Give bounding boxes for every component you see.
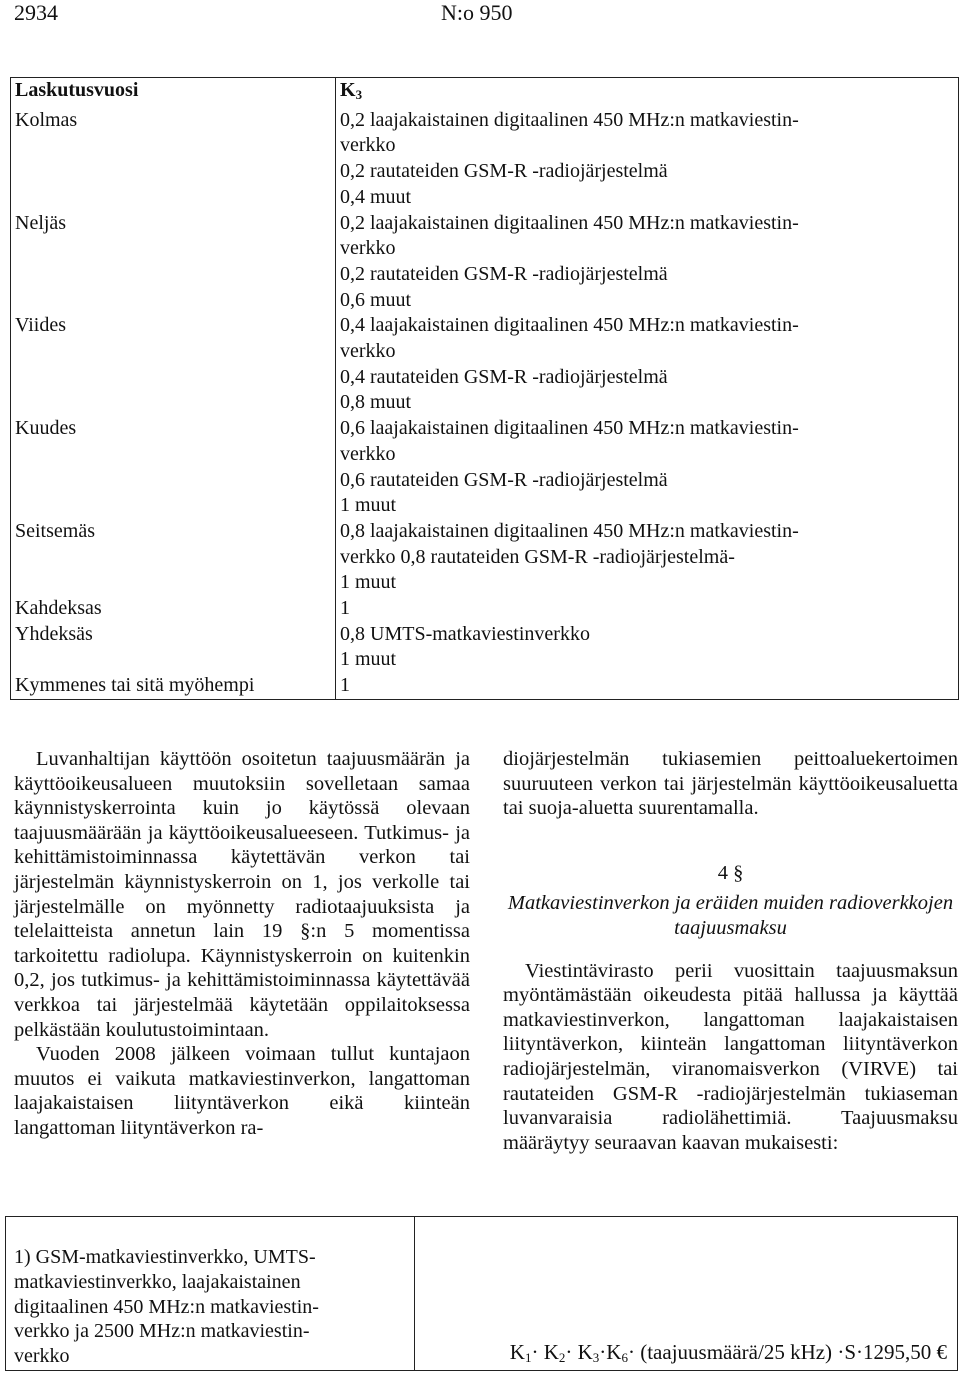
k3-cell	[336, 313, 959, 416]
k3-line: 1 muut	[340, 648, 397, 671]
table-row	[11, 673, 959, 699]
k3-line: 0,2 rautateiden GSM-R -radiojärjestelmä	[340, 160, 668, 183]
page-number: 2934	[14, 0, 58, 25]
left-paragraph-2: Vuoden 2008 jälkeen voimaan tullut kuntajaon muutos ei vaikuta matkaviestinverkon, langattoman laajakaistaisen liityntäverkon eikä kiinteän langattoman liityntäverkon ra-	[14, 1043, 470, 1139]
table-row	[11, 211, 959, 314]
formula-dot: ·	[837, 1340, 845, 1364]
section-number: 4 §	[717, 861, 744, 884]
year-cell: Kolmas	[11, 108, 336, 211]
header-k3	[336, 78, 959, 108]
fee-formula	[510, 1340, 947, 1366]
formula-dot: ·	[856, 1340, 863, 1364]
footnote-line: 1) GSM-matkaviestinverkko, UMTS-	[14, 1246, 316, 1268]
right-column	[503, 747, 958, 1155]
journal-number: N:o 950	[441, 0, 513, 25]
k3-line: 0,4 laajakaistainen digitaalinen 450 MHz:n matkaviestin-	[340, 314, 799, 337]
table-row	[11, 108, 959, 211]
k3-line: 0,2 laajakaistainen digitaalinen 450 MHz:n matkaviestin-	[340, 211, 799, 234]
section-title: Matkaviestinverkon ja eräiden muiden radioverkkojen taajuusmaksu	[507, 892, 954, 939]
k3-line: 0,8 UMTS-matkaviestinverkko	[340, 622, 590, 645]
k3-line: verkko	[340, 237, 396, 260]
k3-line: 0,8 laajakaistainen digitaalinen 450 MHz:n matkaviestin-	[340, 519, 799, 542]
table-row	[11, 596, 959, 622]
k3-line: verkko	[340, 442, 396, 465]
formula-k1: K	[509, 1340, 525, 1364]
k3-cell	[336, 596, 959, 622]
year-cell: Kahdeksas	[11, 596, 336, 622]
formula-dot: ·	[627, 1340, 635, 1364]
header-year: Laskutusvuosi	[11, 78, 336, 108]
k3-cell	[336, 673, 959, 699]
left-column	[14, 747, 470, 1141]
formula-amount: 1295,50 €	[863, 1340, 947, 1364]
formula-k6-sub: 6	[621, 1350, 628, 1365]
footnote-line: matkaviestinverkko, laajakaistainen	[14, 1270, 301, 1293]
k3-line: 0,2 rautateiden GSM-R -radiojärjestelmä	[340, 262, 668, 285]
footnote-line: verkko ja 2500 MHz:n matkaviestin-	[14, 1320, 310, 1343]
header-k3-sub: 3	[355, 87, 363, 102]
right-paragraph-2: Viestintävirasto perii vuosittain taajuusmaksun myöntämästään oikeudesta pitää hallussa ja käyttää matkaviestinverkon, langattoman laajakaistaisen liityntäverkon, kiinteän langattoman liityntäverkon radiojärjestelmän, viranomaisverkon (VIRVE) tai rautateiden GSM-R -radiojärjestelmän tukiaseman luvanvaraisia radiolähettimiä. Taajuusmaksu määräytyy seuraavan kaavan mukaisesti:	[503, 959, 958, 1154]
k3-line: verkko	[340, 340, 396, 363]
k3-cell	[336, 108, 959, 211]
k3-cell	[336, 211, 959, 314]
formula-k2-sub: 2	[558, 1350, 566, 1365]
formula-k1-sub: 1	[524, 1350, 532, 1365]
k3-line: 0,6 laajakaistainen digitaalinen 450 MHz:n matkaviestin-	[340, 417, 799, 440]
formula-k3-sub: 3	[592, 1350, 600, 1365]
table-row	[11, 519, 959, 596]
k3-line: verkko	[340, 134, 396, 157]
k3-line: 1	[340, 674, 350, 697]
k3-line: 0,6 rautateiden GSM-R -radiojärjestelmä	[340, 468, 668, 491]
formula-dot: ·	[599, 1340, 607, 1364]
k3-cell	[336, 416, 959, 519]
header-k3-main: K	[340, 79, 356, 101]
year-cell: Kymmenes tai sitä myöhempi	[11, 673, 336, 699]
footnote-line: digitaalinen 450 MHz:n matkaviestin-	[14, 1295, 319, 1318]
formula-k2: K	[543, 1340, 559, 1364]
k3-line: verkko 0,8 rautateiden GSM-R -radiojärjestelmä-	[340, 545, 735, 568]
left-paragraph-1: Luvanhaltijan käyttöön osoitetun taajuusmäärän ja käyttöoikeusalueen muutoksiin sovelletaan samaa käynnistyskerrointa kuin jo käytössä olevaan taajuusmäärään ja käyttöoikeusalueeseen. Tutkimus- ja kehittämistoiminnassa käytettävän verkon tai järjestelmän käynnistyskerroin on 1, jos verkolle tai järjestelmälle on myönnetty radiotaajuuksista ja telelaitteista annetun lain 19 §:n 5 momentissa tarkoitettu radiolupa. Käynnistyskerroin on kuitenkin 0,2, jos tutkimus- ja kehittämistoiminnassa käytettävää verkkoa tai järjestelmää käytetään oppilaitoksessa pelkästään koulutustoimintaan.	[14, 748, 470, 1041]
k3-line: 0,2 laajakaistainen digitaalinen 450 MHz:n matkaviestin-	[340, 108, 799, 131]
k3-line: 1 muut	[340, 494, 397, 517]
k3-line: 0,4 rautateiden GSM-R -radiojärjestelmä	[340, 365, 668, 388]
formula-frequency-term: (taajuusmäärä/25 kHz)	[640, 1340, 833, 1364]
footnote-box	[5, 1216, 415, 1371]
table-header-row	[11, 78, 959, 108]
formula-dot: ·	[531, 1340, 539, 1364]
year-cell: Neljäs	[11, 211, 336, 314]
k3-line: 0,8 muut	[340, 391, 412, 414]
table-row	[11, 313, 959, 416]
year-cell: Viides	[11, 313, 336, 416]
k3-line: 1 muut	[340, 571, 397, 594]
right-paragraph-1: diojärjestelmän tukiasemien peittoaluekertoimen suuruuteen verkon tai järjestelmän käyttöoikeusaluetta tai suoja-aluetta suurentamalla.	[503, 748, 958, 820]
k3-cell	[336, 519, 959, 596]
k3-line: 0,4 muut	[340, 185, 412, 208]
table-row	[11, 622, 959, 673]
k3-line: 0,6 muut	[340, 288, 412, 311]
formula-k6: K	[606, 1340, 622, 1364]
k3-line: 1	[340, 597, 350, 620]
k3-cell	[336, 622, 959, 673]
footnote-line: verkko	[14, 1345, 70, 1368]
year-cell: Kuudes	[11, 416, 336, 519]
year-cell: Seitsemäs	[11, 519, 336, 596]
year-cell: Yhdeksäs	[11, 622, 336, 673]
coefficient-table	[10, 77, 959, 700]
formula-box	[415, 1216, 958, 1371]
formula-dot: ·	[565, 1340, 573, 1364]
formula-k3: K	[577, 1340, 593, 1364]
formula-s: S	[844, 1340, 856, 1364]
table-row	[11, 416, 959, 519]
